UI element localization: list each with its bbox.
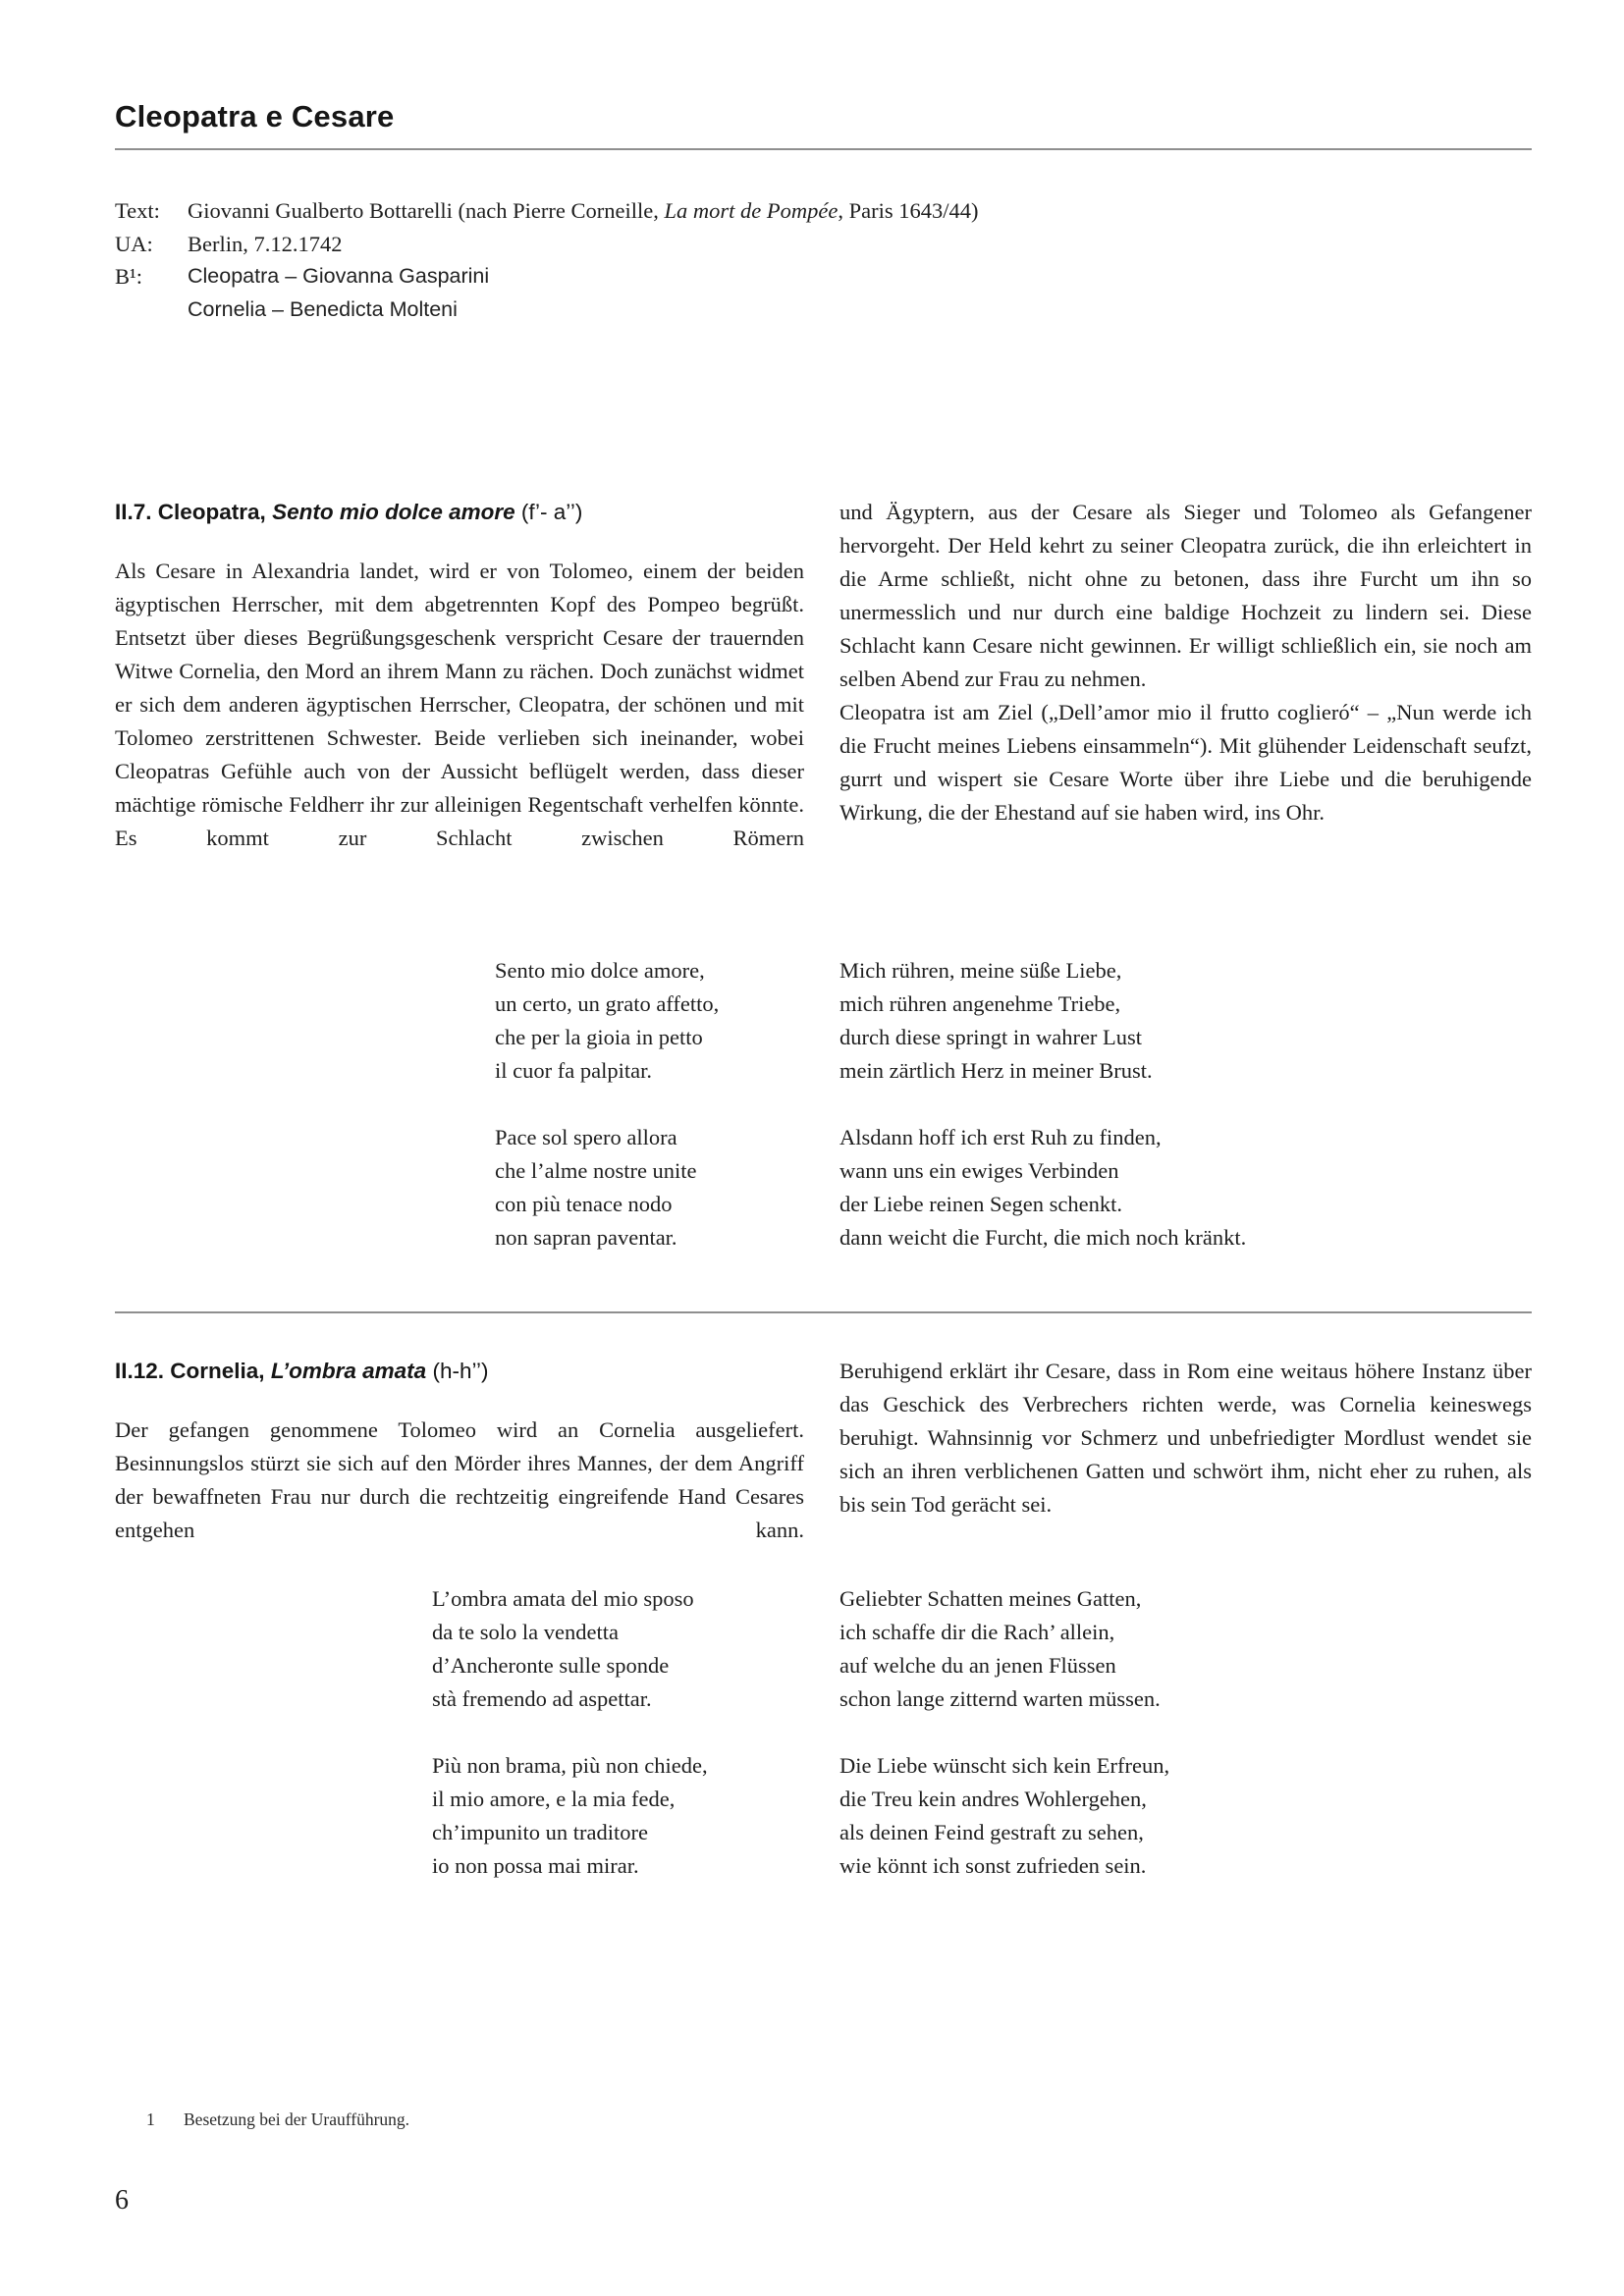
section-divider-rule bbox=[115, 1311, 1532, 1313]
section-cleopatra-right-column bbox=[839, 496, 1532, 855]
list-line: Cornelia – Benedicta Molteni bbox=[188, 296, 458, 321]
list-line: Sento mio dolce amore, bbox=[495, 958, 705, 983]
synopsis-paragraph: Als Cesare in Alexandria landet, wird er von Tolomeo, einem der beiden ägyptischen Herrscher, mit dem abgetrennten Kopf des Pompeo begrüßt. Entsetzt über dieses Begrüßungsgeschenk verspricht Cesare der trauernden Witwe Cornelia, den Mord an ihrem Mann zu rächen. Doch zunächst widmet er sich dem anderen ägyptischen Herrscher, Cleopatra, der schönen und mit Tolomeo zerstrittenen Schwester. Beide verlieben sich ineinander, wobei Cleopatras Gefühle auch von der Aussicht beflügelt werden, dass dieser mächtige römische Feldherr ihr zur alleinigen Regentschaft verhelfen könnte. Es kommt zur Schlacht zwischen Römern bbox=[115, 559, 804, 850]
list-line: mein zärtlich Herz in meiner Brust. bbox=[839, 1058, 1153, 1083]
footnote-text: Besetzung bei der Uraufführung. bbox=[184, 2109, 410, 2129]
list-line: dann weicht die Furcht, die mich noch kränkt. bbox=[839, 1225, 1247, 1250]
aria-text-cleopatra bbox=[115, 954, 1532, 1255]
page-header bbox=[115, 98, 1532, 150]
synopsis-paragraph: Cleopatra ist am Ziel („Dell’amor mio il frutto coglieró“ – „Nun werde ich die Frucht meines Liebens einsammeln“). Mit glühender Leidenschaft seufzt, gurrt und wispert sie Cesare Worte über ihre Liebe und die beruhigende Wirkung, die der Ehestand auf sie haben wird, ins Ohr. bbox=[839, 700, 1532, 825]
list-line: un certo, un grato affetto, bbox=[495, 991, 720, 1016]
list-line: il cuor fa palpitar. bbox=[495, 1058, 652, 1083]
list-line: durch diese springt in wahrer Lust bbox=[839, 1025, 1143, 1049]
list-line: Mich rühren, meine süße Liebe, bbox=[839, 958, 1122, 983]
metadata-label-ua: UA: bbox=[115, 231, 153, 256]
list-line: die Treu kein andres Wohlergehen, bbox=[839, 1787, 1147, 1811]
verse-stanza bbox=[839, 1749, 1532, 1883]
list-line: auf welche du an jenen Flüssen bbox=[839, 1653, 1116, 1678]
verse-stanza bbox=[495, 954, 804, 1088]
page-title: Cleopatra e Cesare bbox=[115, 99, 395, 133]
section-cornelia-right-column bbox=[839, 1355, 1532, 1547]
list-line: wie könnt ich sonst zufrieden sein. bbox=[839, 1853, 1147, 1878]
list-line: Cleopatra – Giovanna Gasparini bbox=[188, 264, 490, 288]
list-line: ch’impunito un traditore bbox=[432, 1820, 648, 1844]
synopsis-paragraph: und Ägyptern, aus der Cesare als Sieger und Tolomeo als Gefangener hervorgeht. Der Held kehrt zu seiner Cleopatra zurück, die ihn erleichtert in die Arme schließt, nicht ohne zu betonen, dass ihre Furcht um ihn so unermesslich und nur durch eine baldige Hochzeit zu lindern sei. Diese Schlacht kann Cesare nicht gewinnen. Er willigt schließlich ein, sie noch am selben Abend zur Frau zu nehmen. bbox=[839, 500, 1532, 691]
section-cleopatra-aria-title: Sento mio dolce amore bbox=[272, 500, 515, 524]
metadata-label-b1: B¹: bbox=[115, 264, 143, 289]
verse-stanza bbox=[432, 1582, 804, 1716]
section-cornelia-heading-prefix: II.12. Cornelia, bbox=[115, 1359, 271, 1383]
list-line: che l’alme nostre unite bbox=[495, 1158, 697, 1183]
metadata-row-cast bbox=[115, 260, 1532, 326]
section-cornelia-left-column bbox=[115, 1355, 804, 1547]
list-line: con più tenace nodo bbox=[495, 1192, 673, 1216]
verse-stanza bbox=[839, 1582, 1532, 1716]
verse-stanza bbox=[432, 1749, 804, 1883]
list-line: il mio amore, e la mia fede, bbox=[432, 1787, 676, 1811]
list-line: ich schaffe dir die Rach’ allein, bbox=[839, 1620, 1115, 1644]
section-cornelia-heading bbox=[115, 1355, 804, 1388]
metadata-row-ua bbox=[115, 228, 1532, 261]
list-line: Pace sol spero allora bbox=[495, 1125, 677, 1149]
section-cleopatra-vocal-range: (f’- a’’) bbox=[514, 500, 583, 524]
page-number: 6 bbox=[115, 2185, 129, 2216]
list-line: che per la gioia in petto bbox=[495, 1025, 703, 1049]
list-line: mich rühren angenehme Triebe, bbox=[839, 991, 1121, 1016]
section-cleopatra-left-column bbox=[115, 496, 804, 855]
source-work-detail: , Paris 1643/44) bbox=[838, 198, 979, 223]
list-line: Geliebter Schatten meines Gatten, bbox=[839, 1586, 1142, 1611]
librettist-name: Giovanni Gualberto Bottarelli (nach Pierre Corneille, bbox=[188, 198, 665, 223]
synopsis-paragraph: Beruhigend erklärt ihr Cesare, dass in Rom eine weitaus höhere Instanz über das Geschick des Verbrechers richten werde, was Cornelia keineswegs beruhigt. Wahnsinnig vor Schmerz und unbefriedigter Mordlust wendet sie sich an ihren verblichenen Gatten und schwört ihm, nicht eher zu ruhen, als bis sein Tod gerächt sei. bbox=[839, 1359, 1532, 1517]
list-line: stà fremendo ad aspettar. bbox=[432, 1686, 652, 1711]
list-line: wann uns ein ewiges Verbinden bbox=[839, 1158, 1119, 1183]
metadata-label-text: Text: bbox=[115, 198, 160, 223]
list-line: Die Liebe wünscht sich kein Erfreun, bbox=[839, 1753, 1170, 1778]
section-cornelia-aria-title: L’ombra amata bbox=[270, 1359, 427, 1383]
section-cleopatra-heading-prefix: II.7. Cleopatra, bbox=[115, 500, 273, 524]
list-line: L’ombra amata del mio sposo bbox=[432, 1586, 694, 1611]
synopsis-paragraph: Der gefangen genommene Tolomeo wird an Cornelia ausgeliefert. Besinnungslos stürzt sie sich auf den Mörder ihres Mannes, der dem Angriff der bewaffneten Frau nur durch die rechtzeitig eingreifende Hand Cesares entgehen kann. bbox=[115, 1417, 804, 1542]
footnote-marker: 1 bbox=[146, 2109, 155, 2129]
list-line: io non possa mai mirar. bbox=[432, 1853, 639, 1878]
list-line: da te solo la vendetta bbox=[432, 1620, 619, 1644]
aria-text-cornelia bbox=[115, 1582, 1532, 1883]
list-line: Più non brama, più non chiede, bbox=[432, 1753, 708, 1778]
verse-stanza bbox=[839, 1121, 1532, 1255]
verse-stanza bbox=[839, 954, 1532, 1088]
list-line: schon lange zitternd warten müssen. bbox=[839, 1686, 1161, 1711]
metadata-value-text bbox=[188, 194, 1532, 228]
list-line: als deinen Feind gestraft zu sehen, bbox=[839, 1820, 1144, 1844]
section-cornelia bbox=[115, 1355, 1532, 1547]
aria-text-german bbox=[839, 1582, 1532, 1883]
footnote bbox=[115, 2109, 1532, 2130]
list-line: d’Ancheronte sulle sponde bbox=[432, 1653, 670, 1678]
list-line: der Liebe reinen Segen schenkt. bbox=[839, 1192, 1123, 1216]
aria-text-italian bbox=[115, 954, 804, 1255]
source-work-title: La mort de Pompée bbox=[664, 198, 839, 223]
list-line: Alsdann hoff ich erst Ruh zu finden, bbox=[839, 1125, 1162, 1149]
section-cornelia-vocal-range: (h-h’’) bbox=[426, 1359, 489, 1383]
aria-text-italian bbox=[115, 1582, 804, 1883]
cast-list bbox=[188, 260, 1532, 326]
verse-stanza bbox=[495, 1121, 804, 1255]
section-cleopatra-heading bbox=[115, 496, 804, 529]
section-cleopatra bbox=[115, 496, 1532, 855]
premiere-info: Berlin, 7.12.1742 bbox=[188, 231, 343, 256]
metadata-block bbox=[115, 194, 1532, 326]
title-rule bbox=[115, 148, 1532, 150]
aria-text-german bbox=[839, 954, 1532, 1255]
metadata-row-text bbox=[115, 194, 1532, 228]
list-line: non sapran paventar. bbox=[495, 1225, 677, 1250]
